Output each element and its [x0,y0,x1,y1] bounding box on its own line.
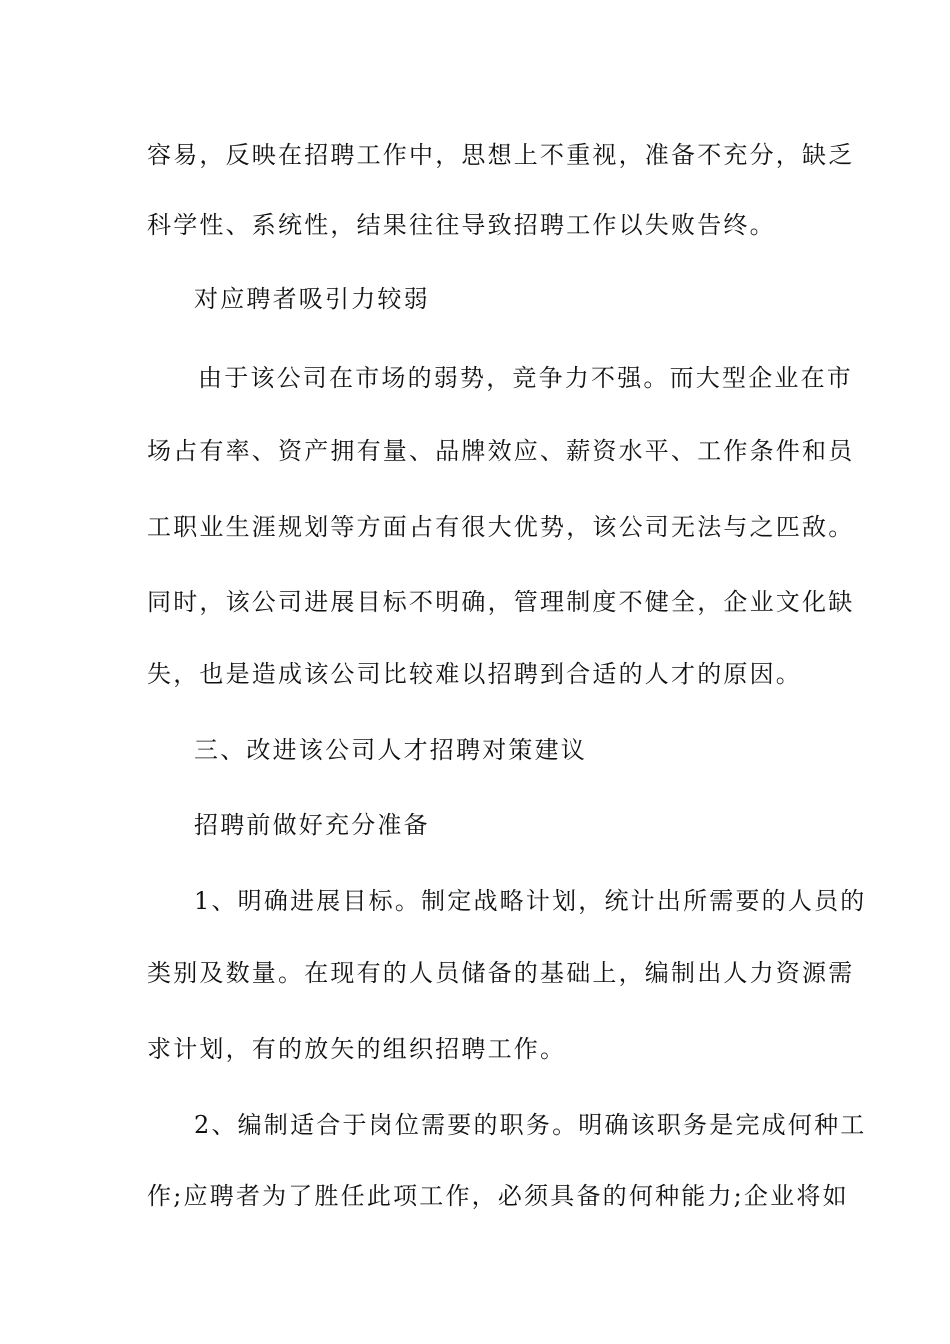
paragraph-line: 容易，反映在招聘工作中，思想上不重视，准备不充分，缺乏 [147,141,855,169]
paragraph-line: 类别及数量。在现有的人员储备的基础上，编制出人力资源需 [147,959,855,987]
paragraph-line: 由于该公司在市场的弱势，竞争力不强。而大型企业在市 [198,364,853,392]
subsection-heading: 招聘前做好充分准备 [194,811,430,839]
paragraph-line: 失，也是造成该公司比较难以招聘到合适的人才的原因。 [147,660,802,688]
paragraph-line: 作;应聘者为了胜任此项工作，必须具备的何种能力;企业将如 [147,1182,849,1210]
paragraph-line: 2、编制适合于岗位需要的职务。明确该职务是完成何种工 [194,1111,867,1139]
paragraph-line: 求计划，有的放矢的组织招聘工作。 [147,1035,567,1063]
section-heading: 三、改进该公司人才招聘对策建议 [194,736,587,764]
paragraph-line: 1、明确进展目标。制定战略计划，统计出所需要的人员的 [194,887,867,915]
paragraph-line: 科学性、系统性，结果往往导致招聘工作以失败告终。 [147,211,776,239]
section-heading: 对应聘者吸引力较弱 [194,285,430,313]
paragraph-line: 场占有率、资产拥有量、品牌效应、薪资水平、工作条件和员 [147,437,855,465]
paragraph-line: 同时，该公司进展目标不明确，管理制度不健全，企业文化缺 [147,588,855,616]
paragraph-line: 工职业生涯规划等方面占有很大优势，该公司无法与之匹敌。 [147,513,855,541]
